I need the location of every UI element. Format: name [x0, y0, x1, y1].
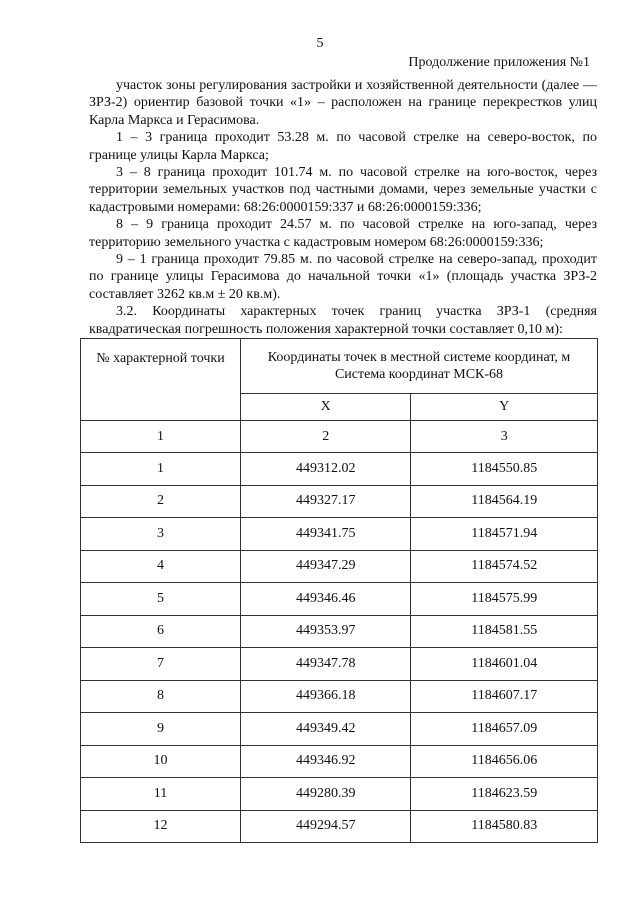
point-number: 6	[81, 615, 241, 648]
x-value: 449353.97	[241, 615, 411, 648]
coordinates-table	[80, 338, 598, 843]
paragraph-segment-1-3: 1 – 3 граница проходит 53.28 м. по часовой стрелке на северо-восток, по границе улицы Карла Маркса;	[89, 130, 597, 163]
page-number: 5	[316, 36, 324, 51]
x-value: 449347.78	[241, 648, 411, 681]
table-row	[81, 648, 598, 681]
x-value: 449341.75	[241, 518, 411, 551]
paragraph-section-3-2: 3.2. Координаты характерных точек границ участка ЗРЗ-1 (средняя квадратическая погрешность положения характерной точки составляет 0,10 м):	[89, 304, 597, 337]
x-value: 449347.29	[241, 550, 411, 583]
x-value: 449349.42	[241, 713, 411, 746]
header-x: X	[241, 394, 411, 421]
point-number: 12	[81, 810, 241, 843]
y-value: 1184574.52	[411, 550, 598, 583]
appendix-header: Продолжение приложения №1	[408, 55, 590, 70]
y-value: 1184656.06	[411, 745, 598, 778]
table-row	[81, 485, 598, 518]
header-point-number: № характерной точки	[81, 339, 241, 421]
table-row	[81, 778, 598, 811]
y-value: 1184601.04	[411, 648, 598, 681]
index-cell: 2	[241, 421, 411, 453]
paragraph-segment-3-8: 3 – 8 граница проходит 101.74 м. по часовой стрелке на юго-восток, через территории земельных участков под частными домами, через земельные участки с кадастровыми номерами: 68:26:0000159:337 и 68:26:0000159:336;	[89, 165, 597, 215]
y-value: 1184571.94	[411, 518, 598, 551]
x-value: 449327.17	[241, 485, 411, 518]
x-value: 449366.18	[241, 680, 411, 713]
y-value: 1184581.55	[411, 615, 598, 648]
y-value: 1184580.83	[411, 810, 598, 843]
point-number: 4	[81, 550, 241, 583]
point-number: 7	[81, 648, 241, 681]
y-value: 1184607.17	[411, 680, 598, 713]
paragraph-intro: участок зоны регулирования застройки и хозяйственной деятельности (далее — ЗРЗ-2) ориентир базовой точки «1» – расположен на границе перекрестков улиц Карла Маркса и Герасимова.	[89, 78, 597, 128]
index-cell: 1	[81, 421, 241, 453]
x-value: 449346.46	[241, 583, 411, 616]
point-number: 1	[81, 453, 241, 486]
header-coordinates-line1: Координаты точек в местной системе координат, м	[267, 350, 571, 366]
x-value: 449280.39	[241, 778, 411, 811]
table-row	[81, 680, 598, 713]
y-value: 1184550.85	[411, 453, 598, 486]
table-row	[81, 615, 598, 648]
point-number: 11	[81, 778, 241, 811]
y-value: 1184564.19	[411, 485, 598, 518]
table-row	[81, 453, 598, 486]
x-value: 449346.92	[241, 745, 411, 778]
point-number: 2	[81, 485, 241, 518]
body-text	[89, 77, 597, 338]
point-number: 8	[81, 680, 241, 713]
paragraph-segment-8-9: 8 – 9 граница проходит 24.57 м. по часовой стрелке на юго-запад, через территорию земельного участка с кадастровым номером 68:26:0000159:336;	[89, 217, 597, 250]
table-row	[81, 713, 598, 746]
y-value: 1184623.59	[411, 778, 598, 811]
table-row	[81, 745, 598, 778]
table-row	[81, 810, 598, 843]
y-value: 1184657.09	[411, 713, 598, 746]
point-number: 3	[81, 518, 241, 551]
point-number: 10	[81, 745, 241, 778]
header-coordinates	[241, 339, 598, 394]
y-value: 1184575.99	[411, 583, 598, 616]
table-row	[81, 550, 598, 583]
point-number: 5	[81, 583, 241, 616]
point-number: 9	[81, 713, 241, 746]
paragraph-segment-9-1: 9 – 1 граница проходит 79.85 м. по часовой стрелке на северо-запад, проходит по границе улицы Герасимова до начальной точки «1» (площадь участка ЗРЗ-2 составляет 3262 кв.м ± 20 кв.м).	[89, 252, 597, 302]
table-row	[81, 518, 598, 551]
index-cell: 3	[411, 421, 598, 453]
x-value: 449312.02	[241, 453, 411, 486]
table-row	[81, 583, 598, 616]
header-coordinates-line2: Система координат МСК-68	[334, 367, 504, 383]
x-value: 449294.57	[241, 810, 411, 843]
header-y: Y	[411, 394, 598, 421]
index-row	[81, 421, 598, 453]
